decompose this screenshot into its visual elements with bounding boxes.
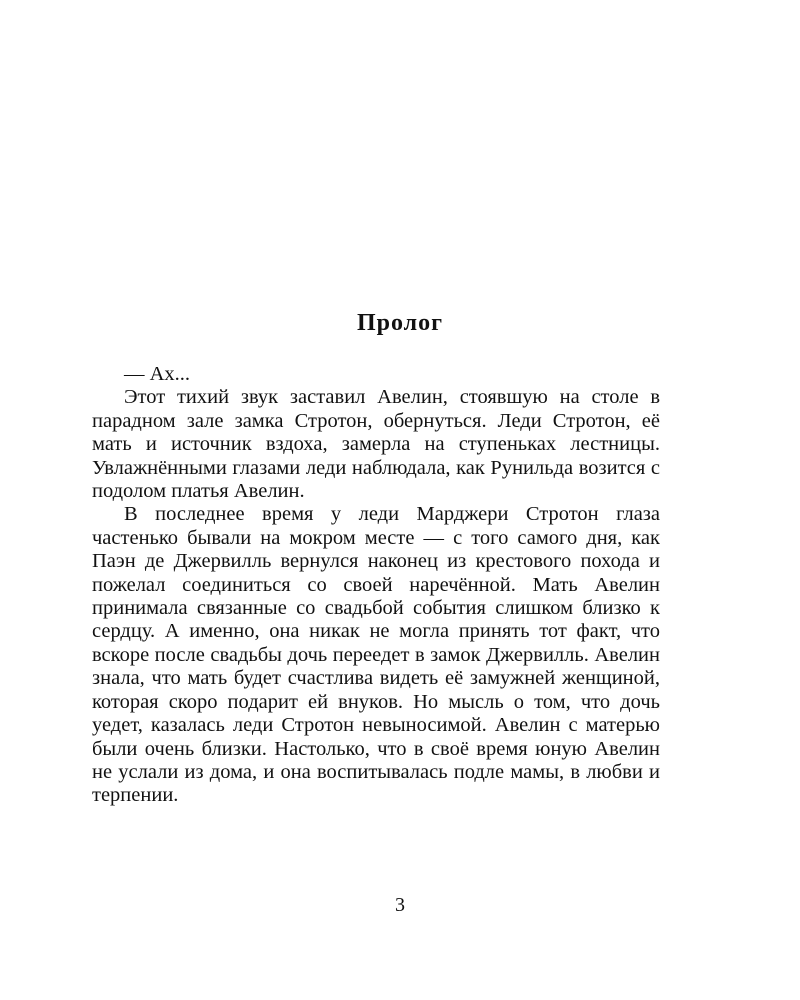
paragraph: В последнее время у леди Марджери Стротон глаза частенько бывали на мокром месте — с того самого дня, как Паэн де Джервилль вернулся наконец из крестового похода и пожелал соединиться со своей наречённой. Мать Авелин принимала связанные со свадьбой события слишком близко к сердцу. А именно, она никак не могла принять тот факт, что вскоре после свадьбы дочь переедет в замок Джервилль. Авелин знала, что мать будет счастлива видеть её замужней женщиной, которая скоро подарит ей внуков. Но мысль о том, что дочь уедет, казалась леди Стротон невыносимой. Авелин с матерью были очень близки. Настолько, что в своё время юную Авелин не услали из дома, и она воспитывалась подле мамы, в любви и терпении.: [92, 503, 660, 807]
paragraph: Этот тихий звук заставил Авелин, стоявшую на столе в парадном зале замка Стротон, обернуться. Леди Стротон, её мать и источник вздоха, замерла на ступеньках лестницы. Увлажнёнными глазами леди наблюдала, как Рунильда возится с подолом платья Авелин.: [92, 386, 660, 503]
chapter-title: Пролог: [356, 310, 444, 336]
paragraph: — Ах...: [124, 363, 191, 385]
body-text: [92, 363, 660, 808]
page-number: 3: [395, 894, 405, 916]
